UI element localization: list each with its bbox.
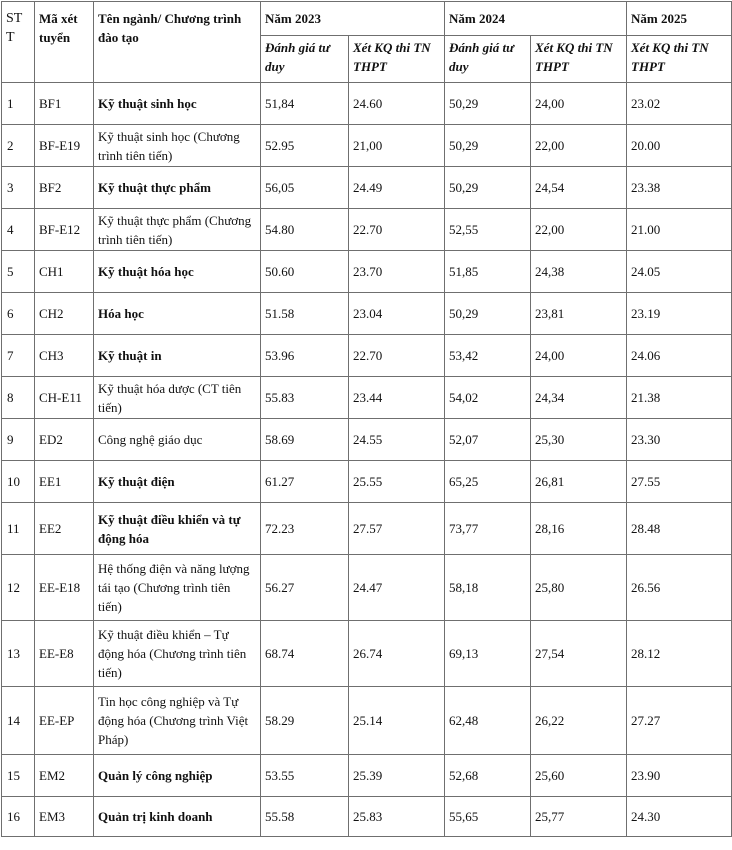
cell-code: CH-E11 (35, 377, 94, 419)
header-2025-thpt: Xét KQ thi TN THPT (627, 36, 732, 83)
table-row (2, 555, 732, 621)
cell-2023-thpt: 24.49 (349, 167, 445, 209)
table-row (2, 797, 732, 837)
cell-2023-dgtd: 53.55 (261, 755, 349, 797)
cell-2024-thpt: 24,00 (531, 335, 627, 377)
cell-program-name: Hệ thống điện và năng lượng tái tạo (Chương trình tiên tiến) (94, 555, 261, 621)
cell-2025-thpt: 23.02 (627, 83, 732, 125)
cell-program-name: Kỹ thuật in (94, 335, 261, 377)
cell-2024-dgtd: 73,77 (445, 503, 531, 555)
cell-2024-dgtd: 50,29 (445, 125, 531, 167)
cell-stt: 14 (2, 687, 35, 755)
cell-stt: 15 (2, 755, 35, 797)
cell-2024-dgtd: 65,25 (445, 461, 531, 503)
cell-2025-thpt: 27.27 (627, 687, 732, 755)
cell-code: ED2 (35, 419, 94, 461)
cell-stt: 4 (2, 209, 35, 251)
cell-2024-dgtd: 52,55 (445, 209, 531, 251)
cell-2024-thpt: 24,00 (531, 83, 627, 125)
cell-stt: 12 (2, 555, 35, 621)
header-year-2023: Năm 2023 (261, 2, 445, 36)
table-row (2, 503, 732, 555)
cell-2024-dgtd: 52,68 (445, 755, 531, 797)
cell-2024-thpt: 23,81 (531, 293, 627, 335)
cell-stt: 7 (2, 335, 35, 377)
cell-stt: 3 (2, 167, 35, 209)
cell-2023-dgtd: 51,84 (261, 83, 349, 125)
cell-2025-thpt: 23.90 (627, 755, 732, 797)
cell-2023-dgtd: 54.80 (261, 209, 349, 251)
header-stt: STT (2, 2, 35, 83)
table-row (2, 377, 732, 419)
cell-program-name: Kỹ thuật sinh học (94, 83, 261, 125)
header-code: Mã xét tuyển (35, 2, 94, 83)
table-row (2, 419, 732, 461)
cell-2024-thpt: 22,00 (531, 125, 627, 167)
cell-2025-thpt: 21.38 (627, 377, 732, 419)
cell-2023-thpt: 23.70 (349, 251, 445, 293)
cell-2024-thpt: 25,60 (531, 755, 627, 797)
cell-code: EM3 (35, 797, 94, 837)
cell-code: EE1 (35, 461, 94, 503)
cell-2024-dgtd: 69,13 (445, 621, 531, 687)
cell-2024-dgtd: 51,85 (445, 251, 531, 293)
cell-2024-dgtd: 52,07 (445, 419, 531, 461)
cell-2023-dgtd: 58.29 (261, 687, 349, 755)
table-row (2, 209, 732, 251)
cell-2024-dgtd: 50,29 (445, 293, 531, 335)
cell-program-name: Hóa học (94, 293, 261, 335)
table-row (2, 167, 732, 209)
cell-2024-dgtd: 54,02 (445, 377, 531, 419)
cell-2024-thpt: 28,16 (531, 503, 627, 555)
cell-2023-thpt: 25.83 (349, 797, 445, 837)
cell-2025-thpt: 28.12 (627, 621, 732, 687)
cell-2023-thpt: 26.74 (349, 621, 445, 687)
table-row (2, 293, 732, 335)
header-row-years (2, 2, 732, 36)
table-row (2, 125, 732, 167)
cell-2024-dgtd: 50,29 (445, 167, 531, 209)
table-row (2, 335, 732, 377)
cell-code: BF2 (35, 167, 94, 209)
cell-2024-thpt: 25,30 (531, 419, 627, 461)
cell-code: BF-E19 (35, 125, 94, 167)
cell-stt: 1 (2, 83, 35, 125)
cell-2023-dgtd: 55.58 (261, 797, 349, 837)
cell-2025-thpt: 24.05 (627, 251, 732, 293)
table-row (2, 251, 732, 293)
cell-code: EE-EP (35, 687, 94, 755)
cell-2023-thpt: 22.70 (349, 209, 445, 251)
header-2024-dgtd: Đánh giá tư duy (445, 36, 531, 83)
table-body (2, 83, 732, 837)
table-row (2, 755, 732, 797)
header-year-2024: Năm 2024 (445, 2, 627, 36)
cell-program-name: Kỹ thuật điều khiển và tự động hóa (94, 503, 261, 555)
cell-2023-thpt: 23.44 (349, 377, 445, 419)
cell-2024-thpt: 24,38 (531, 251, 627, 293)
cell-program-name: Kỹ thuật hóa học (94, 251, 261, 293)
cell-program-name: Quản trị kinh doanh (94, 797, 261, 837)
cell-2025-thpt: 27.55 (627, 461, 732, 503)
cell-2023-dgtd: 50.60 (261, 251, 349, 293)
cell-stt: 6 (2, 293, 35, 335)
cell-2024-thpt: 24,54 (531, 167, 627, 209)
cell-stt: 9 (2, 419, 35, 461)
cell-code: EM2 (35, 755, 94, 797)
cell-2024-thpt: 27,54 (531, 621, 627, 687)
cell-2024-dgtd: 55,65 (445, 797, 531, 837)
cell-program-name: Tin học công nghiệp và Tự động hóa (Chương trình Việt Pháp) (94, 687, 261, 755)
cell-2025-thpt: 26.56 (627, 555, 732, 621)
cell-2025-thpt: 24.06 (627, 335, 732, 377)
cell-code: EE-E18 (35, 555, 94, 621)
header-2023-thpt: Xét KQ thi TN THPT (349, 36, 445, 83)
cell-2024-thpt: 25,77 (531, 797, 627, 837)
cell-stt: 2 (2, 125, 35, 167)
cell-2024-dgtd: 62,48 (445, 687, 531, 755)
cell-2023-dgtd: 68.74 (261, 621, 349, 687)
cell-2023-thpt: 24.55 (349, 419, 445, 461)
cell-2023-thpt: 21,00 (349, 125, 445, 167)
cell-program-name: Kỹ thuật hóa dược (CT tiên tiến) (94, 377, 261, 419)
cell-stt: 13 (2, 621, 35, 687)
cell-2024-thpt: 25,80 (531, 555, 627, 621)
cell-2025-thpt: 24.30 (627, 797, 732, 837)
cell-2024-dgtd: 58,18 (445, 555, 531, 621)
cell-program-name: Kỹ thuật sinh học (Chương trình tiên tiến) (94, 125, 261, 167)
cell-2025-thpt: 23.38 (627, 167, 732, 209)
cell-2024-thpt: 26,22 (531, 687, 627, 755)
cell-stt: 11 (2, 503, 35, 555)
cell-2023-thpt: 27.57 (349, 503, 445, 555)
cell-2023-thpt: 24.47 (349, 555, 445, 621)
cell-2024-thpt: 24,34 (531, 377, 627, 419)
table-row (2, 687, 732, 755)
cell-2024-thpt: 22,00 (531, 209, 627, 251)
header-program: Tên ngành/ Chương trình đào tạo (94, 2, 261, 83)
cell-2024-dgtd: 53,42 (445, 335, 531, 377)
cell-2023-thpt: 25.55 (349, 461, 445, 503)
cell-2023-dgtd: 55.83 (261, 377, 349, 419)
cell-2025-thpt: 21.00 (627, 209, 732, 251)
header-year-2025: Năm 2025 (627, 2, 732, 36)
cell-2023-thpt: 22.70 (349, 335, 445, 377)
cell-program-name: Kỹ thuật thực phẩm (94, 167, 261, 209)
cell-stt: 8 (2, 377, 35, 419)
cell-2023-dgtd: 52.95 (261, 125, 349, 167)
cell-2023-dgtd: 61.27 (261, 461, 349, 503)
cell-2023-dgtd: 58.69 (261, 419, 349, 461)
cell-program-name: Công nghệ giáo dục (94, 419, 261, 461)
cell-2023-dgtd: 72.23 (261, 503, 349, 555)
cell-2025-thpt: 28.48 (627, 503, 732, 555)
cell-2023-dgtd: 51.58 (261, 293, 349, 335)
cell-stt: 5 (2, 251, 35, 293)
cell-2024-dgtd: 50,29 (445, 83, 531, 125)
cell-2023-thpt: 25.14 (349, 687, 445, 755)
table-row (2, 621, 732, 687)
cell-code: CH1 (35, 251, 94, 293)
cell-code: CH3 (35, 335, 94, 377)
table-row (2, 461, 732, 503)
table-row (2, 83, 732, 125)
cell-stt: 10 (2, 461, 35, 503)
cell-2025-thpt: 20.00 (627, 125, 732, 167)
cell-2023-thpt: 23.04 (349, 293, 445, 335)
cell-2023-thpt: 24.60 (349, 83, 445, 125)
cell-2024-thpt: 26,81 (531, 461, 627, 503)
cell-2023-dgtd: 56,05 (261, 167, 349, 209)
cell-program-name: Kỹ thuật thực phẩm (Chương trình tiên tiến) (94, 209, 261, 251)
header-2023-dgtd: Đánh giá tư duy (261, 36, 349, 83)
cell-code: CH2 (35, 293, 94, 335)
cell-2025-thpt: 23.30 (627, 419, 732, 461)
cell-stt: 16 (2, 797, 35, 837)
cell-2023-dgtd: 53.96 (261, 335, 349, 377)
cell-2025-thpt: 23.19 (627, 293, 732, 335)
admission-scores-table (1, 1, 732, 837)
cell-program-name: Quản lý công nghiệp (94, 755, 261, 797)
cell-2023-dgtd: 56.27 (261, 555, 349, 621)
cell-code: EE2 (35, 503, 94, 555)
cell-code: BF1 (35, 83, 94, 125)
header-2024-thpt: Xét KQ thi TN THPT (531, 36, 627, 83)
cell-program-name: Kỹ thuật điện (94, 461, 261, 503)
cell-code: EE-E8 (35, 621, 94, 687)
cell-code: BF-E12 (35, 209, 94, 251)
cell-program-name: Kỹ thuật điều khiển – Tự động hóa (Chương trình tiên tiến) (94, 621, 261, 687)
cell-2023-thpt: 25.39 (349, 755, 445, 797)
